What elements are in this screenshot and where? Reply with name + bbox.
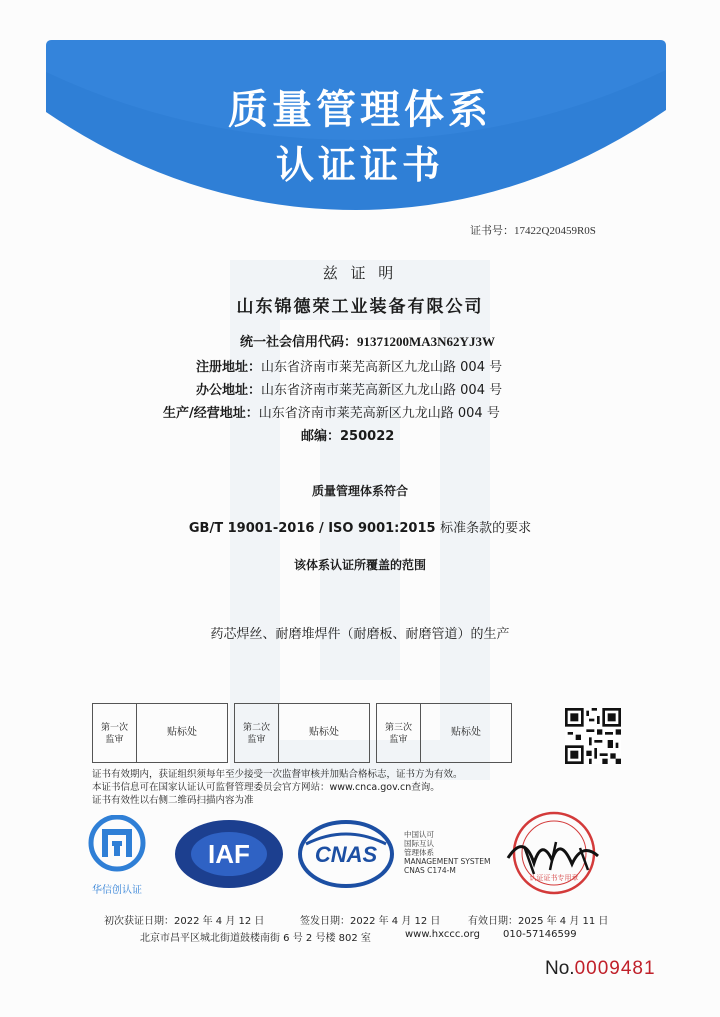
- credit-code-value: 91371200MA3N62YJ3W: [357, 334, 495, 349]
- sticker-slot-3: 贴标处: [451, 727, 481, 738]
- iaf-text: IAF: [208, 839, 250, 869]
- issuer-phone: 010-57146599: [503, 929, 577, 940]
- cnas-logo: [298, 820, 394, 892]
- credit-code-label: 统一社会信用代码：: [240, 335, 358, 350]
- red-seal-icon: [494, 808, 614, 898]
- zip-row: [301, 425, 394, 444]
- registered-address-label: 注册地址：: [196, 360, 262, 375]
- note-line: 证书有效性以右侧二维码扫描内容为准: [92, 795, 254, 806]
- company-name: 山东锦德荣工业装备有限公司: [236, 297, 484, 317]
- standard-code: GB/T 19001-2016 / ISO 9001:2015: [188, 521, 436, 536]
- issue-date: 签发日期：2022 年 4 月 12 日: [300, 916, 441, 927]
- zip-value: 250022: [340, 429, 395, 444]
- zip-label: 邮编：: [301, 429, 341, 444]
- cnas-text: CNAS: [314, 842, 378, 867]
- title-line-1: 质量管理体系: [228, 86, 492, 133]
- hxc-logo: [82, 815, 152, 896]
- title-banner: [0, 0, 720, 225]
- scope-heading: 该体系认证所覆盖的范围: [293, 558, 426, 572]
- svg-text:认证证书专用章: 认证证书专用章: [529, 874, 579, 882]
- note-line: 本证书信息可在国家认证认可监督管理委员会官方网站：www.cnca.gov.cn查询。: [92, 782, 440, 793]
- iaf-logo: [174, 818, 284, 894]
- registered-address-value: 山东省济南市莱芜高新区九龙山路 004 号: [261, 360, 503, 375]
- issuer-website: www.hxccc.org: [405, 929, 480, 940]
- cnas-note: 中国认可 国际互认 管理体系 MANAGEMENT SYSTEM CNAS C174-M: [404, 830, 491, 875]
- note-line: 证书有效期内，获证组织须每年至少接受一次监督审核并加贴合格标志，证书方为有效。: [92, 769, 463, 780]
- sticker-slot-1: 贴标处: [167, 727, 197, 738]
- surveillance-box-1: [92, 703, 228, 763]
- production-address-label: 生产/经营地址：: [163, 406, 259, 421]
- office-address-row: [196, 379, 502, 398]
- surveillance-box-2: [234, 703, 370, 763]
- initial-date: 初次获证日期：2022 年 4 月 12 日: [104, 916, 265, 927]
- scope-text: 药芯焊丝、耐磨堆焊件（耐磨板、耐磨管道）的生产: [210, 627, 510, 642]
- conformity-heading: 质量管理体系符合: [311, 484, 408, 498]
- registered-address-row: [196, 356, 502, 375]
- surveillance-label-3: 第三次 监审: [377, 704, 421, 762]
- title-line-2: 认证证书: [275, 142, 444, 187]
- sticker-slot-2: 贴标处: [309, 727, 339, 738]
- serial-prefix: No.: [545, 958, 575, 979]
- notes: [92, 768, 463, 807]
- surveillance-label-2: 第二次 监审: [235, 704, 279, 762]
- valid-date: 有效日期：2025 年 4 月 11 日: [468, 916, 609, 927]
- hxc-logo-text: 华信创认证: [92, 885, 142, 896]
- standard-suffix: 标准条款的要求: [440, 521, 532, 536]
- production-address-row: [163, 402, 500, 421]
- qr-code-icon: [565, 708, 621, 764]
- office-address-label: 办公地址：: [196, 383, 262, 398]
- serial-number: [545, 958, 656, 980]
- credit-code-row: [240, 331, 495, 350]
- certificate-number: 证书号：17422Q20459R0S: [470, 225, 596, 237]
- hereby-certify: 兹 证 明: [322, 264, 398, 282]
- office-address-value: 山东省济南市莱芜高新区九龙山路 004 号: [261, 383, 503, 398]
- surveillance-label-1: 第一次 监审: [93, 704, 137, 762]
- serial-value: 0009481: [574, 958, 656, 979]
- standard-line: [0, 517, 720, 536]
- production-address-value: 山东省济南市莱芜高新区九龙山路 004 号: [258, 406, 500, 421]
- issuer-address: 北京市昌平区城北街道鼓楼南街 6 号 2 号楼 802 室: [140, 933, 371, 944]
- surveillance-box-3: [376, 703, 512, 763]
